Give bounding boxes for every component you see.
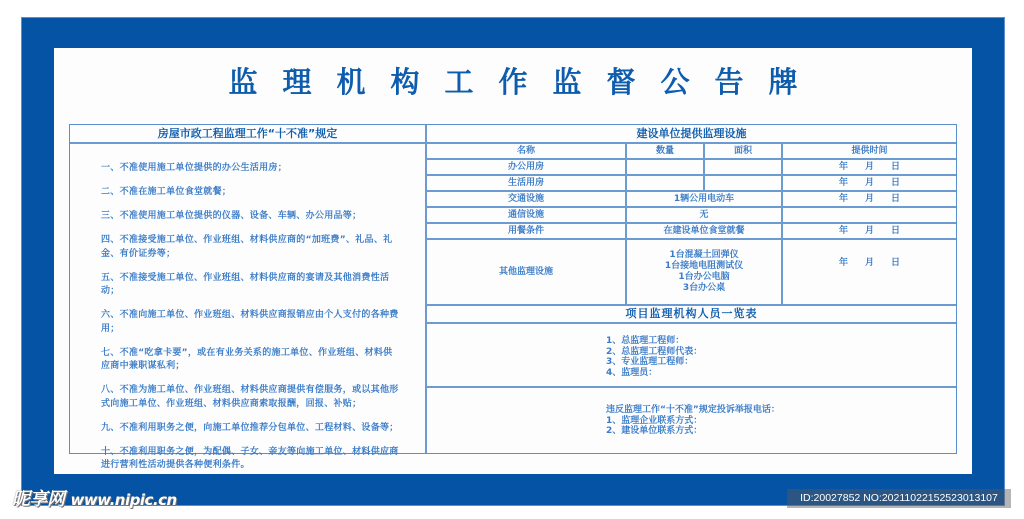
personnel-item: 4、监理员： xyxy=(606,367,658,378)
watermark-brand: 昵享网 xyxy=(12,489,65,510)
facility-name: 通信设施 xyxy=(427,207,626,223)
personnel-item: 3、专业监理工程师： xyxy=(606,357,694,367)
rule-item: 六、不准向施工单位、作业班组、材料供应商报销应由个人支付的各种费用； xyxy=(101,310,399,334)
facility-name: 办公用房 xyxy=(427,159,626,175)
facility-detail-item: 1台办公电脑 xyxy=(678,272,730,282)
facility-detail-list xyxy=(626,239,782,304)
column-header-name: 名称 xyxy=(427,144,626,159)
complaint-line: 2、建设单位联系方式： xyxy=(606,426,703,436)
watermark-url: www.nipic.cn xyxy=(70,491,177,509)
board-title: 监理机构工作监督公告牌 xyxy=(228,65,823,99)
table-row-other xyxy=(427,239,956,304)
facility-date: 年 月 日 xyxy=(782,223,956,239)
ten-rules-panel xyxy=(70,125,427,470)
personnel-item: 2、总监理工程师代表： xyxy=(606,346,703,357)
complaint-line: 违反监理工作“十不准”规定投诉举报电话： xyxy=(606,405,780,415)
facility-name: 交通设施 xyxy=(427,191,626,207)
table-row xyxy=(427,207,956,223)
personnel-list xyxy=(427,324,956,388)
complaint-contacts xyxy=(427,388,956,452)
facility-name: 用餐条件 xyxy=(427,223,626,239)
facilities-table xyxy=(427,144,956,304)
facility-date: 年 月 日 xyxy=(782,175,956,191)
table-row xyxy=(427,223,956,239)
rule-item: 一、不准使用施工单位提供的办公生活用房； xyxy=(101,163,288,173)
table-row xyxy=(427,159,956,175)
facility-detail: 在建设单位食堂就餐 xyxy=(626,223,782,239)
personnel-header: 项目监理机构人员一览表 xyxy=(427,304,956,324)
rule-item: 三、不准使用施工单位提供的仪器、设备、车辆、办公用品等； xyxy=(101,211,362,221)
facility-date: 年 月 日 xyxy=(782,191,956,207)
facility-detail-item: 1台接地电阻测试仪 xyxy=(664,261,744,271)
column-header-area: 面积 xyxy=(704,144,782,159)
facility-name: 生活用房 xyxy=(427,175,626,191)
table-header-row xyxy=(427,144,956,159)
rule-item: 十、不准利用职务之便，为配偶、子女、亲友等向施工单位、材料供应商进行营利性活动提供各种便利条件。 xyxy=(101,446,399,470)
facilities-header: 建设单位提供监理设施 xyxy=(427,125,956,144)
facility-date xyxy=(782,207,956,223)
column-header-qty: 数量 xyxy=(626,144,704,159)
bulletin-board xyxy=(69,124,957,470)
facility-area xyxy=(704,159,782,175)
facility-date: 年 月 日 xyxy=(782,239,956,304)
facility-name: 其他监理设施 xyxy=(427,239,626,304)
facility-detail: 1辆公用电动车 xyxy=(626,191,782,207)
rule-item: 四、不准接受施工单位、作业班组、材料供应商的“加班费”、礼品、礼金、有价证券等； xyxy=(101,235,393,259)
ten-rules-header: 房屋市政工程监理工作“十不准”规定 xyxy=(70,125,425,144)
personnel-item: 1、总监理工程师： xyxy=(606,336,685,346)
rule-item: 七、不准“吃拿卡要”，或在有业务关系的施工单位、作业班组、材料供应商中兼职谋私利； xyxy=(101,347,393,371)
rule-item: 九、不准利用职务之便，向施工单位推荐分包单位、工程材料、设备等； xyxy=(101,422,399,433)
complaint-line: 1、监理企业联系方式： xyxy=(606,415,703,426)
table-row xyxy=(427,175,956,191)
facility-date: 年 月 日 xyxy=(782,159,956,175)
facility-area xyxy=(704,175,782,191)
table-row xyxy=(427,191,956,207)
facility-detail-item: 1台混凝土回弹仪 xyxy=(669,250,739,260)
watermark-logo xyxy=(12,485,177,511)
rule-item: 二、不准在施工单位食堂就餐； xyxy=(101,187,232,197)
facility-detail-item: 3台办公桌 xyxy=(682,283,726,293)
facility-detail: 无 xyxy=(626,207,782,223)
column-header-date: 提供时间 xyxy=(851,146,888,156)
rule-item: 五、不准接受施工单位、作业班组、材料供应商的宴请及其他消费性活动； xyxy=(101,272,390,296)
facility-qty xyxy=(626,175,704,191)
right-panel xyxy=(427,125,956,453)
watermark-id: ID:20027852 NO:20211022152523013107 xyxy=(787,489,1011,508)
rule-item: 八、不准为施工单位、作业班组、材料供应商提供有偿服务，或以其他形式向施工单位、作业班组、材料供应商索取报酬，回报、补贴； xyxy=(101,385,399,409)
facility-qty xyxy=(626,159,704,175)
rules-list xyxy=(70,144,401,473)
